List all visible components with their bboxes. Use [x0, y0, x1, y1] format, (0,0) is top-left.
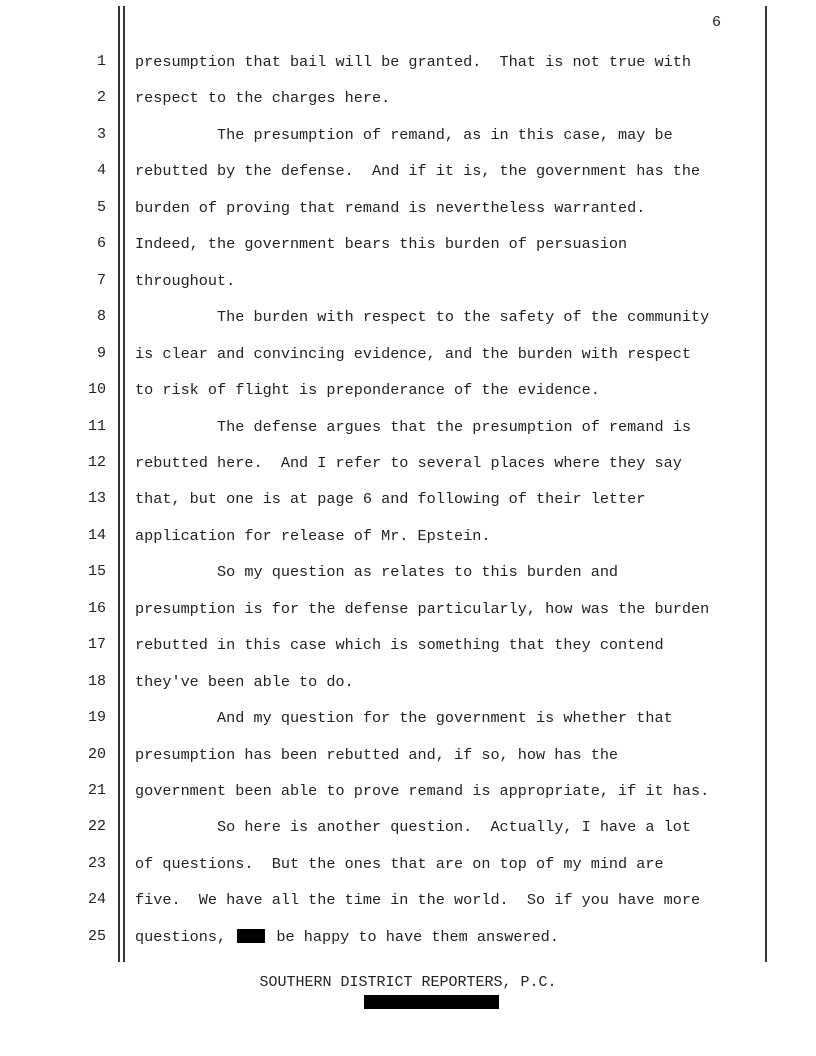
line-number: 24: [87, 891, 106, 908]
transcript-line: presumption has been rebutted and, if so, how has the: [135, 746, 619, 764]
line-number: 1: [96, 53, 106, 70]
transcript-line: throughout.: [135, 272, 236, 290]
line-number: 15: [87, 563, 106, 580]
transcript-line: rebutted by the defense. And if it is, the government has the: [135, 162, 701, 180]
line-number: 11: [87, 418, 106, 435]
line-number: 9: [96, 345, 106, 362]
transcript-line: rebutted in this case which is something that they contend: [135, 636, 664, 654]
right-margin-rule: [765, 6, 767, 962]
line-number: 22: [87, 818, 106, 835]
transcript-line: So my question as relates to this burden and: [135, 563, 619, 581]
transcript-line: of questions. But the ones that are on top of my mind are: [135, 855, 664, 873]
transcript-line: [135, 927, 559, 947]
transcript-line: presumption is for the defense particularly, how was the burden: [135, 600, 710, 618]
transcript-line: that, but one is at page 6 and following of their letter: [135, 490, 646, 508]
footer-reporter-name: SOUTHERN DISTRICT REPORTERS, P.C.: [259, 974, 557, 991]
line-number: 20: [87, 746, 106, 763]
transcript-line: The burden with respect to the safety of the community: [135, 308, 710, 326]
line-number: 25: [87, 928, 106, 945]
line-number: 16: [87, 600, 106, 617]
transcript-line: respect to the charges here.: [135, 89, 391, 107]
footer-redaction-bar: [364, 995, 499, 1009]
line-number: 19: [87, 709, 106, 726]
transcript-line: presumption that bail will be granted. That is not true with: [135, 53, 691, 71]
transcript-line: is clear and convincing evidence, and the burden with respect: [135, 345, 691, 363]
line-number: 21: [87, 782, 106, 799]
line-number: 23: [87, 855, 106, 872]
line-number: 3: [96, 126, 106, 143]
transcript-line: The defense argues that the presumption of remand is: [135, 418, 691, 436]
transcript-line: burden of proving that remand is nevertheless warranted.: [135, 199, 646, 217]
line-number: 4: [96, 162, 106, 179]
line-number: 13: [87, 490, 106, 507]
line-number: 18: [87, 673, 106, 690]
transcript-line: The presumption of remand, as in this case, may be: [135, 126, 673, 144]
transcript-line: application for release of Mr. Epstein.: [135, 527, 491, 545]
line-number: 8: [96, 308, 106, 325]
transcript-line: rebutted here. And I refer to several places where they say: [135, 454, 682, 472]
page-number: 6: [712, 14, 722, 31]
line-number: 2: [96, 89, 106, 106]
line-number: 5: [96, 199, 106, 216]
line-number: 17: [87, 636, 106, 653]
line-number: 7: [96, 272, 106, 289]
line-text-after-redaction: be happy to have them answered.: [267, 928, 559, 946]
transcript-line: five. We have all the time in the world. So if you have more: [135, 891, 701, 909]
transcript-line: And my question for the government is whether that: [135, 709, 673, 727]
line-number: 14: [87, 527, 106, 544]
left-margin-rule-outer: [118, 6, 120, 962]
transcript-line: Indeed, the government bears this burden of persuasion: [135, 235, 628, 253]
transcript-line: to risk of flight is preponderance of the evidence.: [135, 381, 600, 399]
line-number: 10: [87, 381, 106, 398]
transcript-line: government been able to prove remand is appropriate, if it has.: [135, 782, 710, 800]
transcript-line: So here is another question. Actually, I have a lot: [135, 818, 691, 836]
left-margin-rule-inner: [123, 6, 125, 962]
transcript-line: they've been able to do.: [135, 673, 354, 691]
line-text-before-redaction: questions,: [135, 928, 236, 946]
line-number: 6: [96, 235, 106, 252]
inline-redaction-bar: [237, 929, 265, 943]
line-number: 12: [87, 454, 106, 471]
